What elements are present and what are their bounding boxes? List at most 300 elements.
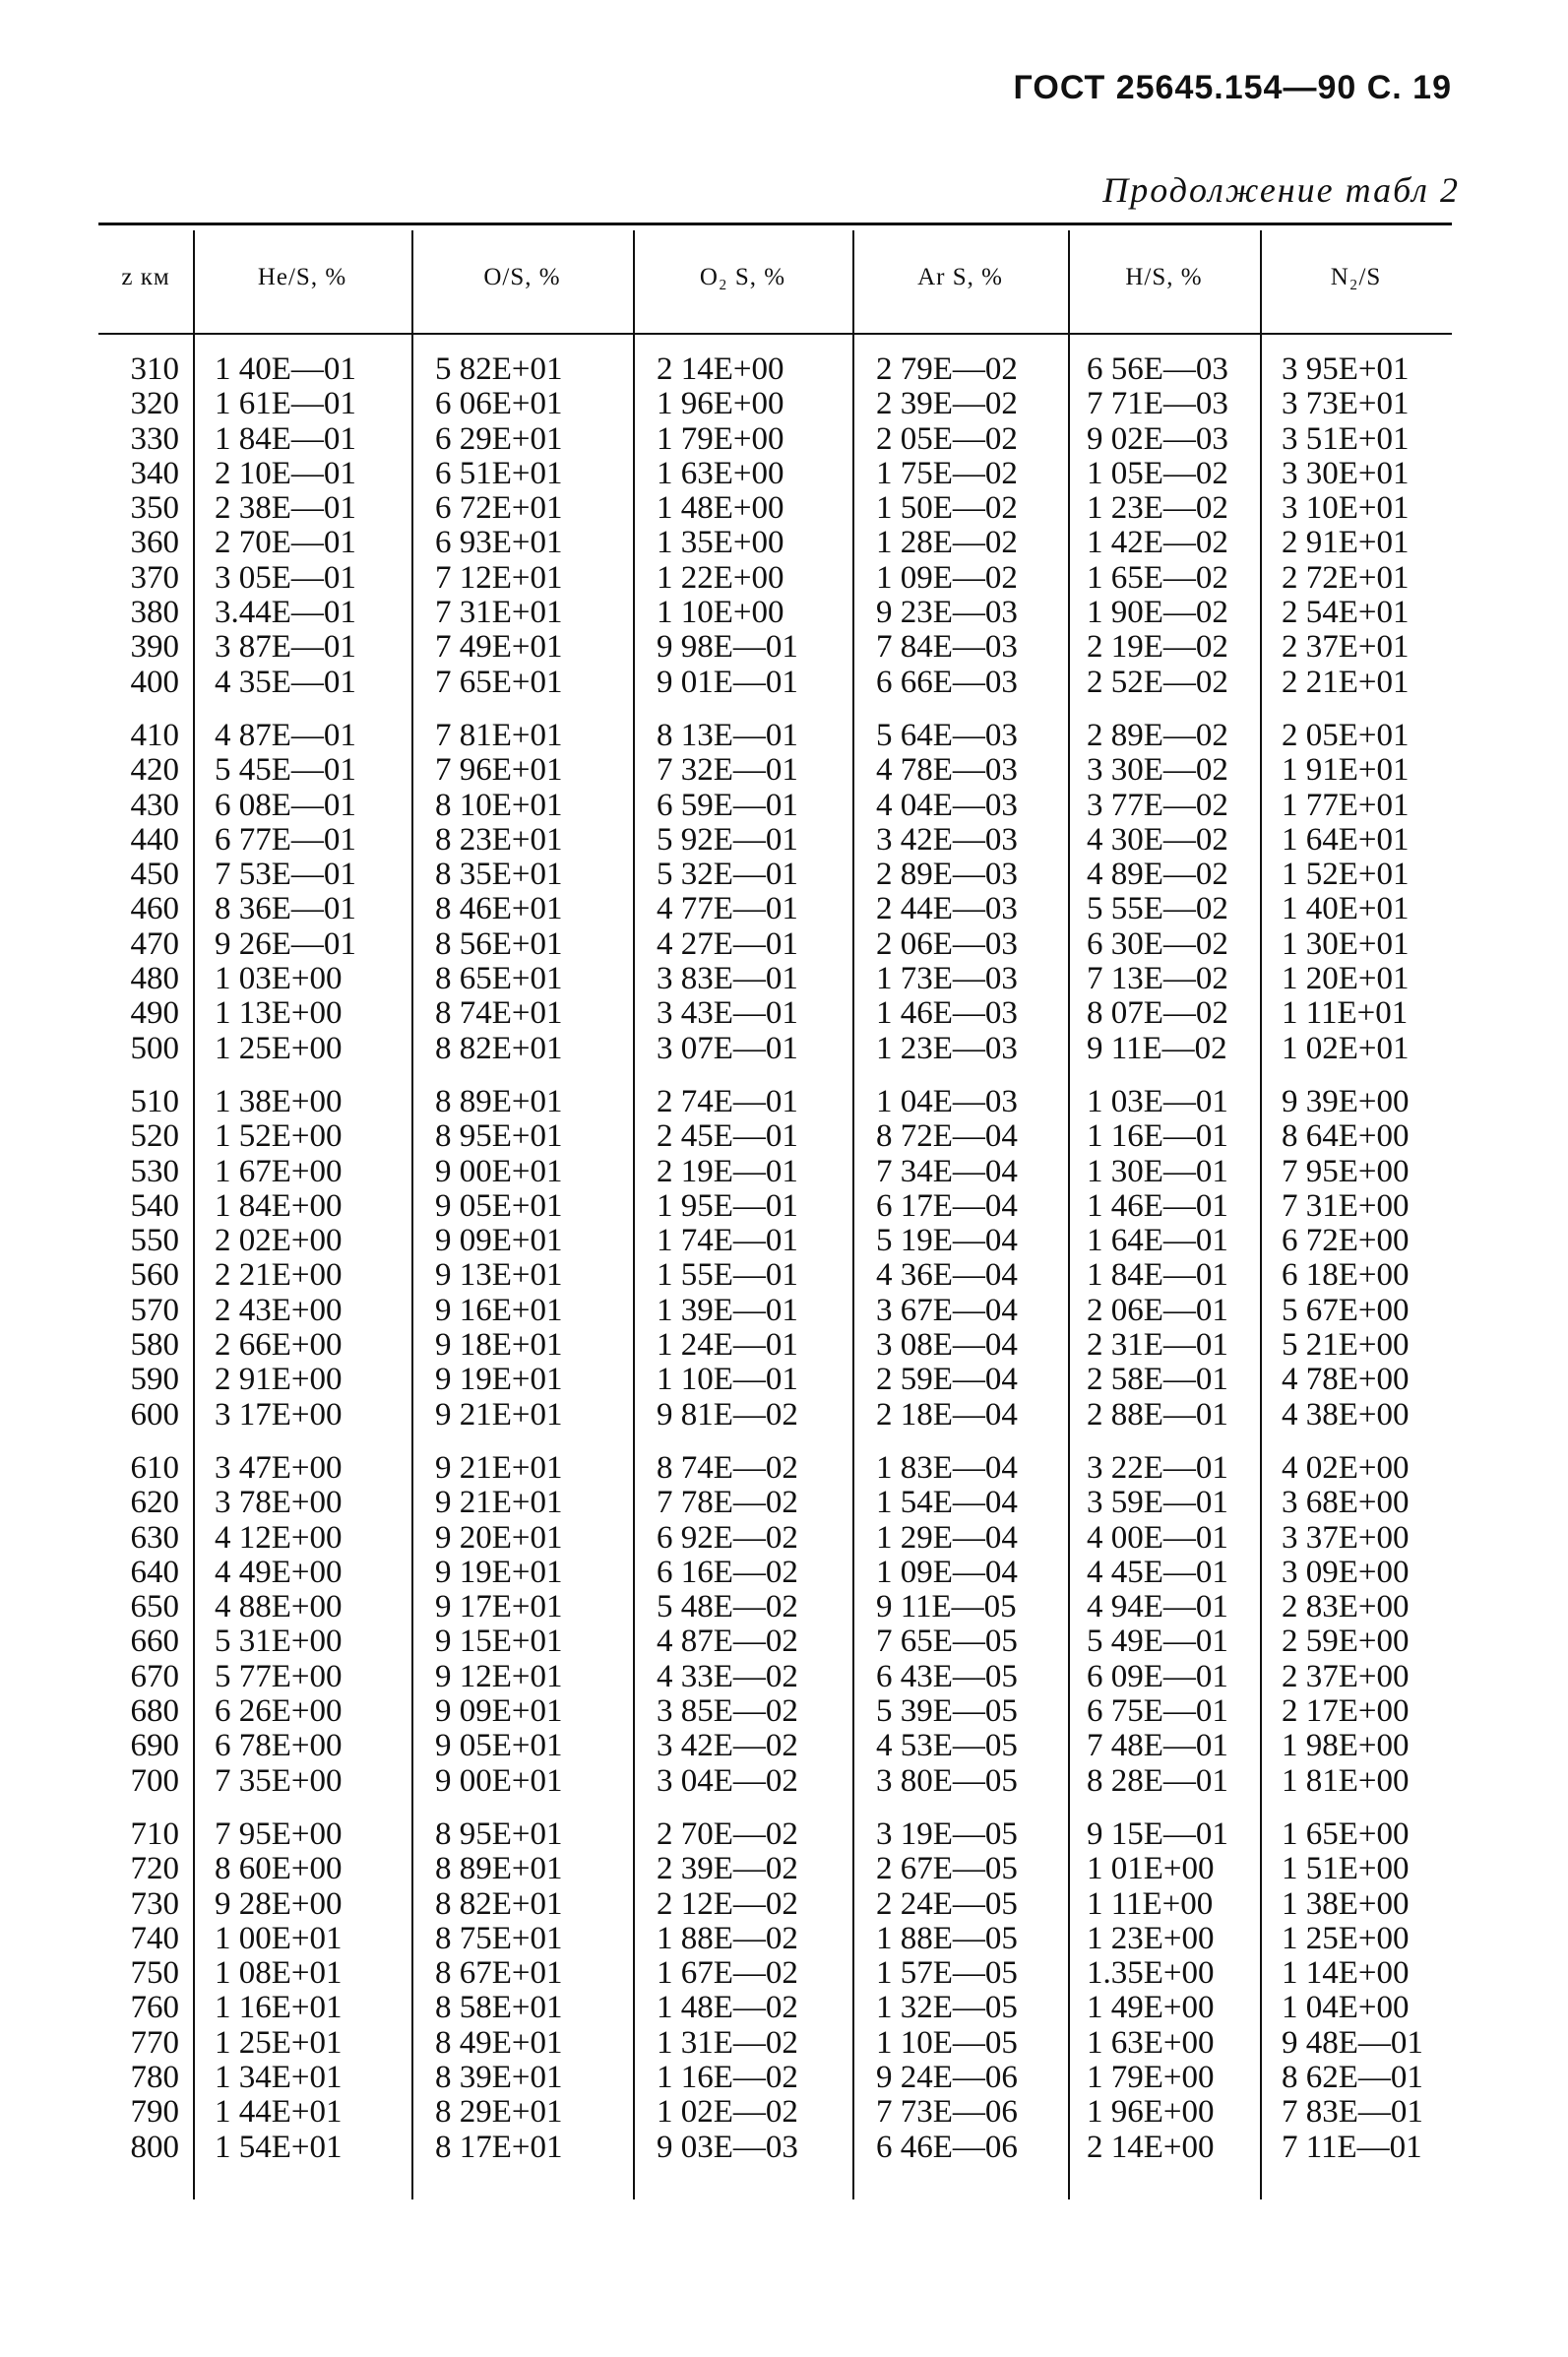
value-cell: 1 03E+00 (215, 961, 343, 997)
value-cell: 1 16E+01 (215, 1990, 343, 2026)
value-cell: 1 40E+01 (1282, 891, 1410, 927)
value-cell: 8 10E+01 (435, 787, 563, 823)
value-cell: 9 39E+00 (1282, 1084, 1410, 1119)
table-row (98, 352, 1452, 387)
table-row (98, 1624, 1452, 1659)
altitude-cell: 500 (130, 1030, 179, 1066)
value-cell: 4 87E—01 (215, 718, 356, 753)
value-cell: 9 01E—01 (657, 664, 798, 700)
value-cell: 2 52E—02 (1087, 664, 1228, 700)
table-row (98, 1032, 1452, 1066)
table-row (98, 1085, 1452, 1119)
value-cell: 1 91E+01 (1282, 752, 1410, 789)
value-cell: 9 21E+01 (435, 1396, 563, 1433)
value-cell: 1 25E+00 (215, 1030, 343, 1066)
value-cell: 3 87E—01 (215, 629, 356, 666)
value-cell: 6 51E+01 (435, 455, 563, 491)
value-cell: 9 19E+01 (435, 1554, 563, 1590)
value-cell: 2 79E—02 (876, 351, 1018, 387)
value-cell: 2 14E+00 (657, 351, 784, 387)
value-cell: 1 28E—02 (876, 525, 1018, 561)
value-cell: 1 10E—01 (657, 1362, 798, 1398)
value-cell: 1 64E+01 (1282, 821, 1410, 858)
value-cell: 1 39E—01 (657, 1292, 798, 1328)
value-cell: 7 31E+01 (435, 595, 563, 631)
value-cell: 4 38E+00 (1282, 1396, 1410, 1433)
value-cell: 8 72E—04 (876, 1118, 1018, 1155)
value-cell: 7 96E+01 (435, 752, 563, 789)
altitude-cell: 660 (130, 1624, 179, 1660)
altitude-cell: 510 (130, 1084, 179, 1119)
value-cell: 1 74E—01 (657, 1223, 798, 1259)
value-cell: 3 73E+01 (1282, 386, 1410, 422)
altitude-cell: 670 (130, 1658, 179, 1694)
value-cell: 3 30E—02 (1087, 752, 1228, 789)
value-cell: 3 78E+00 (215, 1485, 343, 1521)
value-cell: 1 34E+01 (215, 2060, 343, 2096)
altitude-cell: 630 (130, 1519, 179, 1556)
value-cell: 1 46E—01 (1087, 1187, 1228, 1224)
column-header-he: He/S, % (257, 264, 347, 290)
value-cell: 2 89E—03 (876, 857, 1018, 893)
value-cell: 1 42E—02 (1087, 525, 1228, 561)
value-cell: 3 19E—05 (876, 1816, 1018, 1852)
value-cell: 1 11E+01 (1282, 995, 1409, 1032)
altitude-cell: 750 (130, 1955, 179, 1992)
value-cell: 5 32E—01 (657, 857, 798, 893)
value-cell: 9 20E+01 (435, 1519, 563, 1556)
value-cell: 9 05E+01 (435, 1728, 563, 1764)
table-row (98, 526, 1452, 560)
value-cell: 2 66E+00 (215, 1327, 343, 1364)
value-cell: 8 95E+01 (435, 1118, 563, 1155)
value-cell: 4 49E+00 (215, 1554, 343, 1590)
value-cell: 1 61E—01 (215, 386, 356, 422)
value-cell: 1 22E+00 (657, 559, 784, 596)
value-cell: 7 71E—03 (1087, 386, 1228, 422)
value-cell: 1 04E+00 (1282, 1990, 1410, 2026)
value-cell: 1 10E+00 (657, 595, 784, 631)
value-cell: 9 81E—02 (657, 1396, 798, 1433)
value-cell: 8 74E—02 (657, 1450, 798, 1486)
value-cell: 3 42E—03 (876, 821, 1018, 858)
value-cell: 9 19E+01 (435, 1362, 563, 1398)
value-cell: 5 82E+01 (435, 351, 563, 387)
table-row (98, 1294, 1452, 1328)
altitude-cell: 740 (130, 1920, 179, 1956)
value-cell: 1 95E—01 (657, 1187, 798, 1224)
value-cell: 1 96E+00 (657, 386, 784, 422)
value-cell: 1 79E+00 (1087, 2060, 1215, 2096)
value-cell: 7 73E—06 (876, 2094, 1018, 2131)
altitude-cell: 710 (130, 1816, 179, 1852)
column-header-ar: Ar S, % (917, 264, 1003, 290)
table-row (98, 2131, 1452, 2165)
value-cell: 1 77E+01 (1282, 787, 1410, 823)
value-cell: 8 28E—01 (1087, 1762, 1228, 1799)
value-cell: 3 05E—01 (215, 559, 356, 596)
value-cell: 6 18E+00 (1282, 1257, 1410, 1294)
value-cell: 2 89E—02 (1087, 718, 1228, 753)
value-cell: 6 77E—01 (215, 821, 356, 858)
table-row-group (98, 352, 1452, 700)
value-cell: 1 23E+00 (1087, 1920, 1215, 1956)
value-cell: 8 07E—02 (1087, 995, 1228, 1032)
table-row (98, 596, 1452, 630)
value-cell: 2 70E—02 (657, 1816, 798, 1852)
value-cell: 4 88E+00 (215, 1589, 343, 1625)
table-row (98, 858, 1452, 892)
value-cell: 5 39E—05 (876, 1693, 1018, 1730)
value-cell: 6 92E—02 (657, 1519, 798, 1556)
value-cell: 8 13E—01 (657, 718, 798, 753)
value-cell: 5 19E—04 (876, 1223, 1018, 1259)
altitude-cell: 460 (130, 891, 179, 927)
value-cell: 4 27E—01 (657, 925, 798, 962)
value-cell: 1 25E+01 (215, 2024, 343, 2061)
value-cell: 1 20E+01 (1282, 961, 1410, 997)
value-cell: 8 46E+01 (435, 891, 563, 927)
value-cell: 1 48E—02 (657, 1990, 798, 2026)
value-cell: 8 64E+00 (1282, 1118, 1410, 1155)
altitude-cell: 580 (130, 1327, 179, 1364)
table-row (98, 2061, 1452, 2095)
value-cell: 8 75E+01 (435, 1920, 563, 1956)
value-cell: 6 17E—04 (876, 1187, 1018, 1224)
altitude-cell: 570 (130, 1292, 179, 1328)
table-row (98, 1852, 1452, 1886)
value-cell: 1 54E—04 (876, 1485, 1018, 1521)
value-cell: 5 49E—01 (1087, 1624, 1228, 1660)
value-cell: 3 59E—01 (1087, 1485, 1228, 1521)
value-cell: 7 53E—01 (215, 857, 356, 893)
value-cell: 2 67E—05 (876, 1851, 1018, 1887)
value-cell: 9 11E—02 (1087, 1030, 1227, 1066)
value-cell: 1 50E—02 (876, 490, 1018, 527)
value-cell: 1 57E—05 (876, 1955, 1018, 1992)
table-row (98, 1729, 1452, 1763)
value-cell: 4 94E—01 (1087, 1589, 1228, 1625)
value-cell: 8 36E—01 (215, 891, 356, 927)
column-header-altitude: z км (121, 264, 170, 290)
value-cell: 7 83E—01 (1282, 2094, 1423, 2131)
value-cell: 9 02E—03 (1087, 420, 1228, 457)
value-cell: 4 78E+00 (1282, 1362, 1410, 1398)
value-cell: 1 65E+00 (1282, 1816, 1410, 1852)
value-cell: 7 95E+00 (215, 1816, 343, 1852)
value-cell: 5 45E—01 (215, 752, 356, 789)
altitude-cell: 480 (130, 961, 179, 997)
table-row (98, 457, 1452, 491)
value-cell: 4 78E—03 (876, 752, 1018, 789)
column-header-o2: O₂ S, % (699, 264, 786, 290)
value-cell: 1 05E—02 (1087, 455, 1228, 491)
value-cell: 2 72E+01 (1282, 559, 1410, 596)
value-cell: 1 32E—05 (876, 1990, 1018, 2026)
value-cell: 1 63E+00 (657, 455, 784, 491)
value-cell: 3 17E+00 (215, 1396, 343, 1433)
value-cell: 2 83E+00 (1282, 1589, 1410, 1625)
value-cell: 3 22E—01 (1087, 1450, 1228, 1486)
value-cell: 2 06E—01 (1087, 1292, 1228, 1328)
table-row (98, 1817, 1452, 1852)
altitude-cell: 320 (130, 386, 179, 422)
altitude-cell: 650 (130, 1589, 179, 1625)
value-cell: 4 36E—04 (876, 1257, 1018, 1294)
value-cell: 7 81E+01 (435, 718, 563, 753)
value-cell: 1 98E+00 (1282, 1728, 1410, 1764)
value-cell: 2 39E—02 (657, 1851, 798, 1887)
value-cell: 1 52E+00 (215, 1118, 343, 1155)
table-row (98, 1521, 1452, 1556)
value-cell: 2 05E+01 (1282, 718, 1410, 753)
table-row (98, 1887, 1452, 1922)
value-cell: 6 16E—02 (657, 1554, 798, 1590)
value-cell: 4 12E+00 (215, 1519, 343, 1556)
value-cell: 2 38E—01 (215, 490, 356, 527)
table-row (98, 719, 1452, 753)
table-row (98, 892, 1452, 926)
table-row (98, 1155, 1452, 1189)
table-row (98, 666, 1452, 700)
value-cell: 1 65E—02 (1087, 559, 1228, 596)
value-cell: 2 19E—02 (1087, 629, 1228, 666)
table-row (98, 1328, 1452, 1363)
value-cell: 7 95E+00 (1282, 1153, 1410, 1189)
altitude-cell: 330 (130, 420, 179, 457)
value-cell: 6 08E—01 (215, 787, 356, 823)
value-cell: 6 75E—01 (1087, 1693, 1228, 1730)
value-cell: 3 10E+01 (1282, 490, 1410, 527)
value-cell: 9 28E+00 (215, 1885, 343, 1922)
value-cell: 2 18E—04 (876, 1396, 1018, 1433)
value-cell: 5 48E—02 (657, 1589, 798, 1625)
value-cell: 6 29E+01 (435, 420, 563, 457)
value-cell: 4 45E—01 (1087, 1554, 1228, 1590)
value-cell: 2 39E—02 (876, 386, 1018, 422)
table-row (98, 2026, 1452, 2061)
value-cell: 4 04E—03 (876, 787, 1018, 823)
value-cell: 1 88E—05 (876, 1920, 1018, 1956)
value-cell: 7 65E—05 (876, 1624, 1018, 1660)
value-cell: 1 38E+00 (1282, 1885, 1410, 1922)
table-row (98, 1590, 1452, 1624)
altitude-cell: 600 (130, 1396, 179, 1433)
value-cell: 4 53E—05 (876, 1728, 1018, 1764)
value-cell: 9 00E+01 (435, 1153, 563, 1189)
value-cell: 2 14E+00 (1087, 2129, 1215, 2165)
table-row (98, 2095, 1452, 2130)
altitude-cell: 420 (130, 752, 179, 789)
altitude-cell: 720 (130, 1851, 179, 1887)
value-cell: 2 91E+00 (215, 1362, 343, 1398)
value-cell: 1 44E+01 (215, 2094, 343, 2131)
altitude-cell: 780 (130, 2060, 179, 2096)
value-cell: 6 93E+01 (435, 525, 563, 561)
value-cell: 9 98E—01 (657, 629, 798, 666)
value-cell: 2 58E—01 (1087, 1362, 1228, 1398)
value-cell: 1 64E—01 (1087, 1223, 1228, 1259)
value-cell: 2 17E+00 (1282, 1693, 1410, 1730)
table-row (98, 491, 1452, 526)
value-cell: 7 78E—02 (657, 1485, 798, 1521)
value-cell: 1 30E—01 (1087, 1153, 1228, 1189)
value-cell: 1 84E—01 (215, 420, 356, 457)
column-header-n2: N₂/S (1330, 264, 1382, 290)
table-row-group (98, 719, 1452, 1066)
value-cell: 2 05E—02 (876, 420, 1018, 457)
value-cell: 2 21E+00 (215, 1257, 343, 1294)
value-cell: 4 33E—02 (657, 1658, 798, 1694)
value-cell: 3 09E+00 (1282, 1554, 1410, 1590)
value-cell: 1 38E+00 (215, 1084, 343, 1119)
altitude-cell: 800 (130, 2129, 179, 2165)
value-cell: 3 43E—01 (657, 995, 798, 1032)
altitude-cell: 390 (130, 629, 179, 666)
value-cell: 3 04E—02 (657, 1762, 798, 1799)
value-cell: 3 68E+00 (1282, 1485, 1410, 1521)
value-cell: 9 15E+01 (435, 1624, 563, 1660)
value-cell: 9 26E—01 (215, 925, 356, 962)
table-continuation-label: Продолжение табл 2 (1102, 170, 1460, 210)
altitude-cell: 550 (130, 1223, 179, 1259)
value-cell: 1 02E+01 (1282, 1030, 1410, 1066)
value-cell: 1 09E—04 (876, 1554, 1018, 1590)
value-cell: 1 29E—04 (876, 1519, 1018, 1556)
table-row (98, 1224, 1452, 1258)
table-row (98, 422, 1452, 457)
altitude-cell: 410 (130, 718, 179, 753)
value-cell: 2 21E+01 (1282, 664, 1410, 700)
value-cell: 3 80E—05 (876, 1762, 1018, 1799)
value-cell: 3.44E—01 (215, 595, 356, 631)
altitude-cell: 700 (130, 1762, 179, 1799)
value-cell: 8 29E+01 (435, 2094, 563, 2131)
altitude-cell: 530 (130, 1153, 179, 1189)
value-cell: 9 09E+01 (435, 1223, 563, 1259)
value-cell: 2 06E—03 (876, 925, 1018, 962)
value-cell: 1 81E+00 (1282, 1762, 1410, 1799)
value-cell: 3 07E—01 (657, 1030, 798, 1066)
value-cell: 8 62E—01 (1282, 2060, 1423, 2096)
altitude-cell: 590 (130, 1362, 179, 1398)
value-cell: 5 92E—01 (657, 821, 798, 858)
value-cell: 1 13E+00 (215, 995, 343, 1032)
value-cell: 8 39E+01 (435, 2060, 563, 2096)
table-row-group (98, 1817, 1452, 2165)
value-cell: 1 23E—03 (876, 1030, 1018, 1066)
value-cell: 2 59E+00 (1282, 1624, 1410, 1660)
altitude-cell: 690 (130, 1728, 179, 1764)
value-cell: 1 79E+00 (657, 420, 784, 457)
value-cell: 2 45E—01 (657, 1118, 798, 1155)
header-bottom-rule (98, 333, 1452, 335)
value-cell: 2 02E+00 (215, 1223, 343, 1259)
value-cell: 3 77E—02 (1087, 787, 1228, 823)
value-cell: 1 54E+01 (215, 2129, 343, 2165)
value-cell: 1.35E+00 (1087, 1955, 1215, 1992)
value-cell: 8 23E+01 (435, 821, 563, 858)
value-cell: 3 30E+01 (1282, 455, 1410, 491)
value-cell: 6 43E—05 (876, 1658, 1018, 1694)
value-cell: 9 15E—01 (1087, 1816, 1228, 1852)
table-row (98, 1991, 1452, 2025)
value-cell: 8 60E+00 (215, 1851, 343, 1887)
value-cell: 2 74E—01 (657, 1084, 798, 1119)
value-cell: 5 21E+00 (1282, 1327, 1410, 1364)
value-cell: 6 66E—03 (876, 664, 1018, 700)
table-row (98, 561, 1452, 596)
value-cell: 1 96E+00 (1087, 2094, 1215, 2131)
altitude-cell: 470 (130, 925, 179, 962)
value-cell: 9 05E+01 (435, 1187, 563, 1224)
value-cell: 1 23E—02 (1087, 490, 1228, 527)
value-cell: 8 82E+01 (435, 1885, 563, 1922)
value-cell: 7 13E—02 (1087, 961, 1228, 997)
altitude-cell: 770 (130, 2024, 179, 2061)
value-cell: 3 95E+01 (1282, 351, 1410, 387)
value-cell: 1 16E—02 (657, 2060, 798, 2096)
value-cell: 8 89E+01 (435, 1084, 563, 1119)
value-cell: 8 82E+01 (435, 1030, 563, 1066)
altitude-cell: 440 (130, 821, 179, 858)
value-cell: 5 55E—02 (1087, 891, 1228, 927)
value-cell: 8 74E+01 (435, 995, 563, 1032)
value-cell: 4 89E—02 (1087, 857, 1228, 893)
value-cell: 2 12E—02 (657, 1885, 798, 1922)
table-row (98, 962, 1452, 996)
table-row (98, 1660, 1452, 1694)
value-cell: 8 67E+01 (435, 1955, 563, 1992)
value-cell: 8 56E+01 (435, 925, 563, 962)
altitude-cell: 760 (130, 1990, 179, 2026)
value-cell: 6 30E—02 (1087, 925, 1228, 962)
value-cell: 8 58E+01 (435, 1990, 563, 2026)
value-cell: 9 17E+01 (435, 1589, 563, 1625)
value-cell: 9 09E+01 (435, 1693, 563, 1730)
value-cell: 4 30E—02 (1087, 821, 1228, 858)
value-cell: 3 47E+00 (215, 1450, 343, 1486)
altitude-cell: 520 (130, 1118, 179, 1155)
value-cell: 4 77E—01 (657, 891, 798, 927)
value-cell: 1 48E+00 (657, 490, 784, 527)
page-header: ГОСТ 25645.154—90 С. 19 (1013, 69, 1452, 106)
altitude-cell: 430 (130, 787, 179, 823)
value-cell: 2 88E—01 (1087, 1396, 1228, 1433)
value-cell: 7 12E+01 (435, 559, 563, 596)
value-cell: 4 87E—02 (657, 1624, 798, 1660)
value-cell: 9 18E+01 (435, 1327, 563, 1364)
value-cell: 2 37E+01 (1282, 629, 1410, 666)
value-cell: 6 78E+00 (215, 1728, 343, 1764)
value-cell: 7 84E—03 (876, 629, 1018, 666)
table-row (98, 1556, 1452, 1590)
altitude-cell: 490 (130, 995, 179, 1032)
value-cell: 3 85E—02 (657, 1693, 798, 1730)
altitude-cell: 400 (130, 664, 179, 700)
table-row-group (98, 1085, 1452, 1433)
value-cell: 2 43E+00 (215, 1292, 343, 1328)
table-row (98, 1486, 1452, 1520)
value-cell: 9 21E+01 (435, 1485, 563, 1521)
value-cell: 8 89E+01 (435, 1851, 563, 1887)
value-cell: 9 24E—06 (876, 2060, 1018, 2096)
altitude-cell: 450 (130, 857, 179, 893)
column-header-o: O/S, % (483, 264, 561, 290)
value-cell: 8 65E+01 (435, 961, 563, 997)
value-cell: 1 84E+00 (215, 1187, 343, 1224)
value-cell: 1 83E—04 (876, 1450, 1018, 1486)
